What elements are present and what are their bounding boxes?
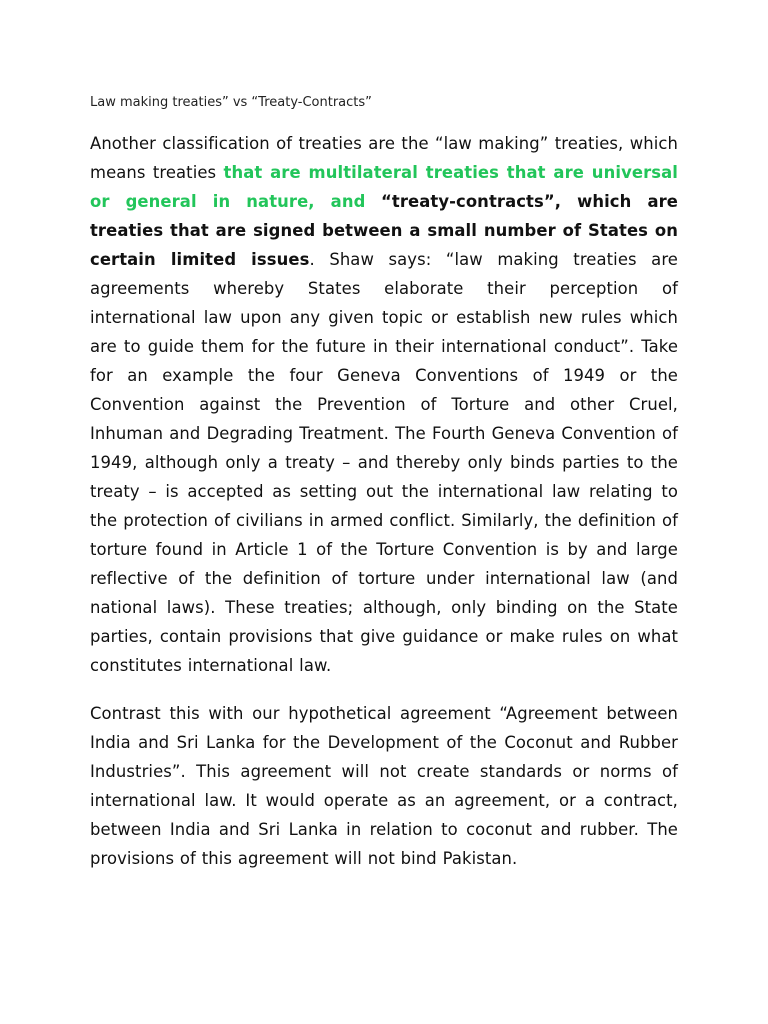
para1-bold-text: “treaty-contracts”, which are treaties that are signed between a small number of States on certain limited issues bbox=[90, 192, 679, 269]
paragraph-contrast: Contrast this with our hypothetical agreement “Agreement between India and Sri Lanka for the Development of the Coconut and Rubber Industries”. This agreement will not create standards or norms of international law. It would operate as an agreement, or a contract, between India and Sri Lanka in relation to coconut and rubber. The provisions of this agreement will not bind Pakistan. bbox=[90, 704, 678, 868]
para1-intro: Another classification of treaties are the “law making” treaties, which means treaties bbox=[90, 134, 678, 182]
para1-rest: . Shaw says: “law making treaties are agreements whereby States elaborate their perception of international law upon any given topic or establish new rules which are to guide them for the future in their international conduct”. Take for an example the four Geneva Conventions of 1949 or the Convention against the Prevention of Torture and other Cruel, Inhuman and Degrading Treatment. The Fourth Geneva Convention of 1949, although only a treaty – and thereby only binds parties to the treaty – is accepted as setting out the international law relating to the protection of civilians in armed conflict. Similarly, the definition of torture found in Article 1 of the Torture Convention is by and large reflective of the definition of torture under international law (and national laws). These treaties; although, only binding on the State parties, contain provisions that give guidance or make rules on what constitutes international law. bbox=[90, 250, 678, 675]
section-heading: Law making treaties” vs “Treaty-Contracts” bbox=[90, 95, 372, 110]
paragraph-law-making-treaties bbox=[90, 129, 678, 680]
para1-highlighted-text: that are multilateral treaties that are universal or general in nature, and bbox=[90, 163, 678, 211]
